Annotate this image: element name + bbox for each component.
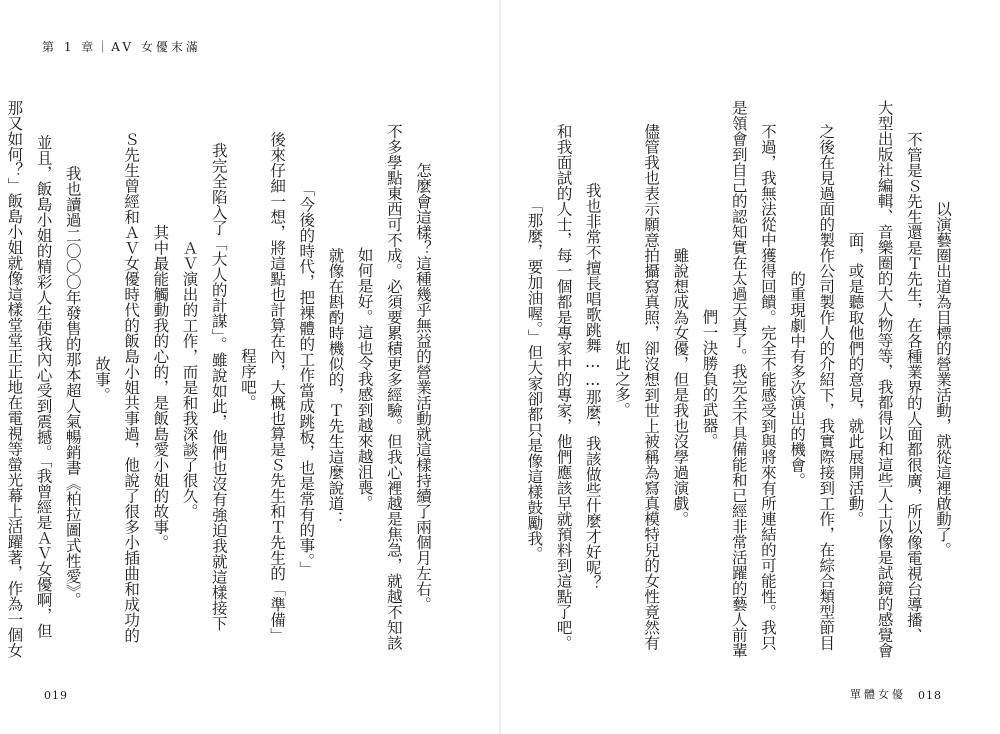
text-column: 故事。 bbox=[92, 355, 111, 403]
text-column: 「那麼，要加油喔。」但大家卻都只是像這樣鼓勵我。 bbox=[525, 196, 544, 562]
text-column: 其中最能觸動我的心的，是飯島愛小姐的故事。 bbox=[151, 208, 170, 550]
text-column: 怎麼會這樣？這種幾乎無益的營業活動就這樣持續了兩個月左右。 bbox=[414, 146, 432, 612]
text-column: 我也讀過二〇〇〇年發售的那本超人氣暢銷書《柏拉圖式性愛》。 bbox=[63, 150, 82, 608]
text-column: 並且，飯島小姐的精彩人生使我內心受到震撼。「我曾經是ＡＶ女優啊，但 bbox=[34, 119, 53, 639]
page-number-left: 019 bbox=[44, 689, 68, 702]
text-column: 不多學點東西可不成。必須要累積更多經驗。但我心裡越是焦急，就越不知該 bbox=[384, 107, 403, 651]
text-column: Ｓ先生曾經和ＡＶ女優時代的飯島小姐共事過，他說了很多小插曲和成功的 bbox=[122, 115, 141, 643]
text-column: ＡＶ演出的工作，而是和我深談了很久。 bbox=[180, 239, 199, 519]
text-column: 如何是好。這也令我感到越來越沮喪。 bbox=[355, 247, 374, 511]
running-header: 第 1 章｜AV 女優末滿 bbox=[42, 40, 201, 54]
text-column: 面，或是聽取他們的意見，就此展開活動。 bbox=[846, 231, 865, 527]
right-page-text bbox=[525, 100, 952, 658]
text-column: 以演藝圈出道為目標的營業活動，就從這裡啟動了。 bbox=[934, 200, 952, 558]
text-column: 是領會到自己的認知實在太過天真了。我完全不具備能和已經非常活躍的藝人前輩 bbox=[729, 100, 748, 658]
running-footer-title: 單體女優 bbox=[850, 688, 906, 701]
text-column: 大型出版社編輯、音樂圈的大人物等等，我都得以和這些人士以像是試鏡的感覺會 bbox=[875, 100, 894, 658]
text-column: 就像在斟酌時機似的，Ｔ先生這麼說道： bbox=[326, 231, 345, 527]
text-column: 們一決勝負的武器。 bbox=[700, 309, 719, 449]
text-column: 和我面試的人士，每一個都是專家中的專家，他們應該早就預料到這點了吧。 bbox=[554, 107, 573, 651]
text-column: 雖說想成為女優，但是我也沒學過演戲。 bbox=[671, 231, 690, 527]
text-column: 程序吧。 bbox=[238, 348, 257, 410]
text-column: 我也非常不擅長唱歌跳舞……那麼，我該做些什麼才好呢？ bbox=[583, 167, 602, 591]
text-column: 不過，我無法從中獲得回饋。完全不能感受到與將來有所連結的可能性。我只 bbox=[758, 107, 777, 651]
left-page-text bbox=[5, 100, 432, 658]
text-column: 那又如何？」飯島小姐就像這樣堂堂正正地在電視等螢光幕上活躍著，作為一個女 bbox=[5, 100, 24, 658]
text-column: 之後在見過面的製作公司製作人的介紹下，我實際接到工作，在綜合類型節目 bbox=[817, 107, 836, 651]
page-number-right: 018 bbox=[918, 689, 942, 702]
text-column: 「今後的時代，把裸體的工作當成跳板，也是常有的事。」 bbox=[297, 181, 316, 577]
text-column: 我完全陷入了「大人的計謀」。雖說如此，他們也沒有強迫我就這樣接下 bbox=[209, 127, 228, 631]
text-column: 不管是Ｓ先生還是Ｔ先生，在各種業界的人面都很廣，所以像電視台導播、 bbox=[904, 115, 923, 643]
book-gutter bbox=[499, 0, 501, 734]
text-column: 儘管我也表示願意拍攝寫真照，卻沒想到世上被稱為寫真模特兒的女性竟然有 bbox=[642, 107, 661, 651]
text-column: 如此之多。 bbox=[612, 340, 631, 418]
text-column: 後來仔細一想，將這點也計算在內，大概也算是Ｓ先生和Ｔ先生的「準備」 bbox=[268, 115, 287, 643]
text-column: 的重現劇中有多次演出的機會。 bbox=[788, 270, 807, 488]
